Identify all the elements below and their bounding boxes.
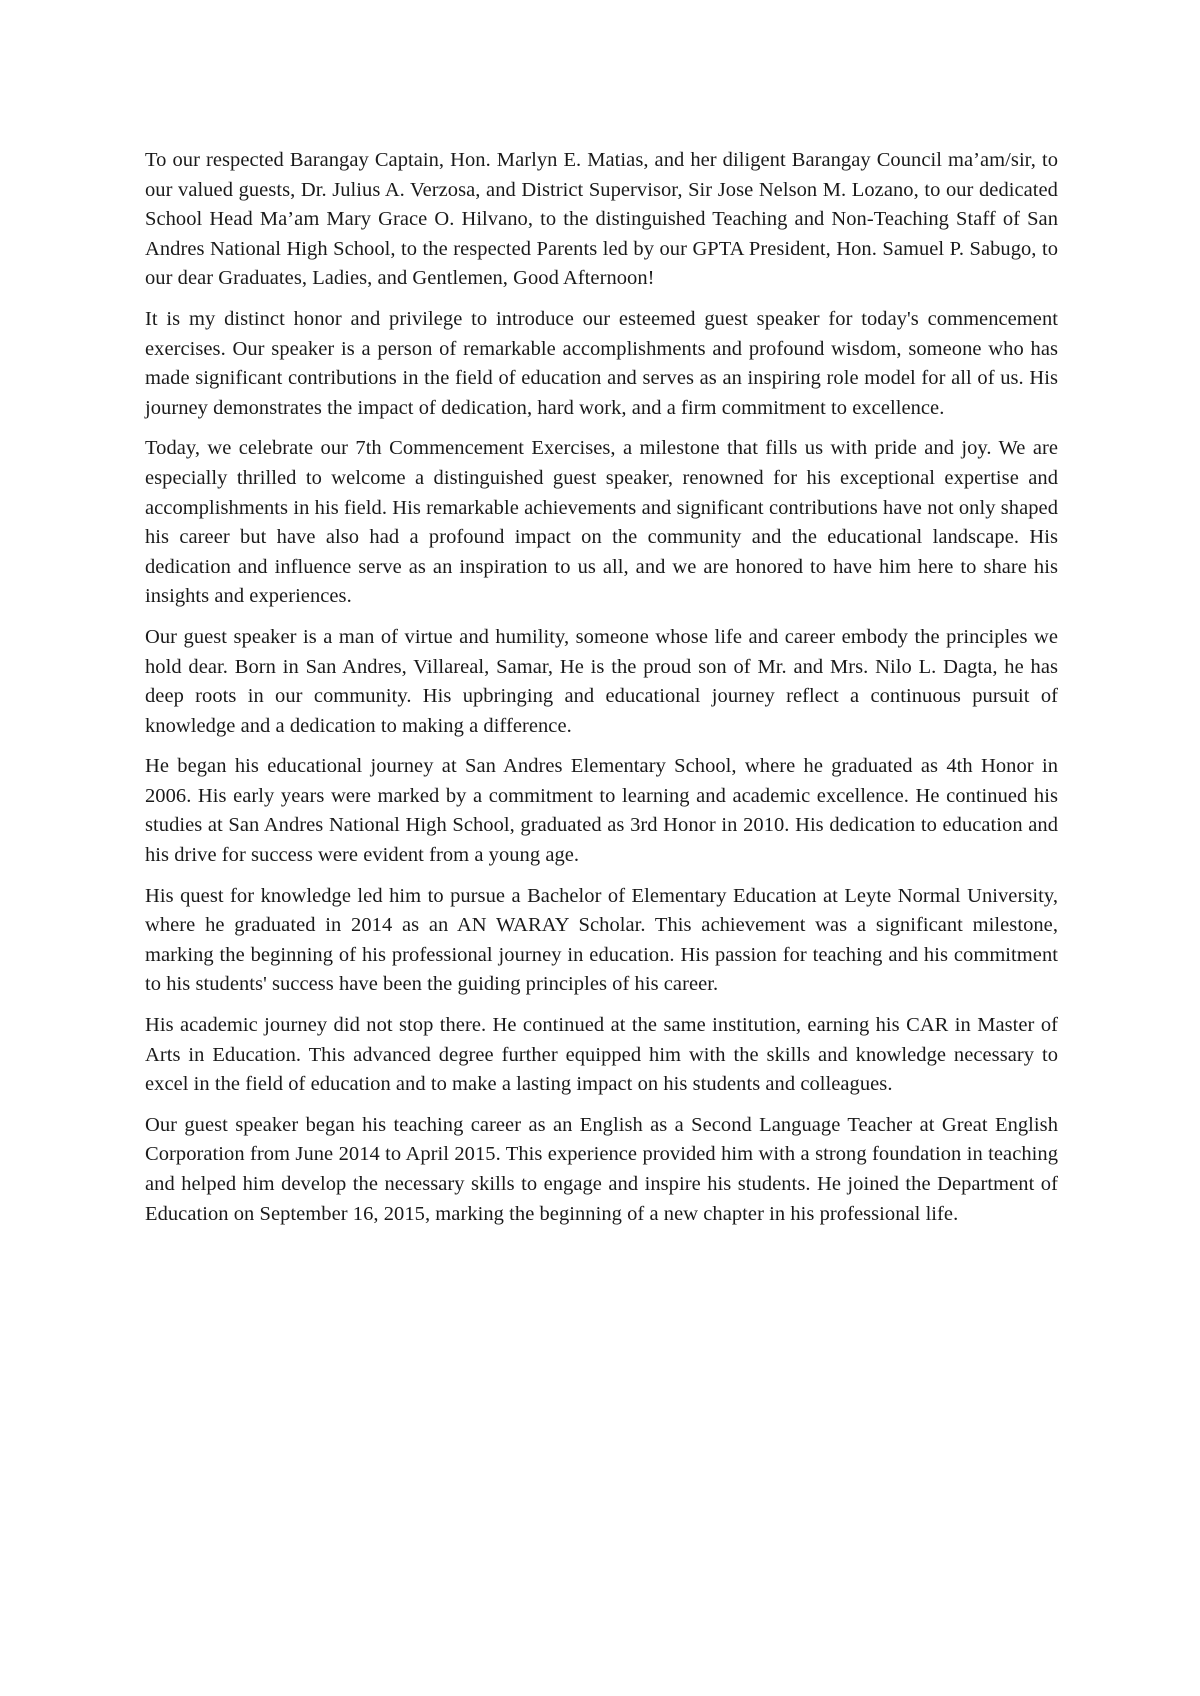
paragraph-salutation: To our respected Barangay Captain, Hon. Marlyn E. Matias, and her diligent Barangay Council ma’am/sir, to our valued guests, Dr. Julius A. Verzosa, and District Supervisor, Sir Jose Nelson M. Lozano, to our dedicated School Head Ma’am Mary Grace O. Hilvano, to the distinguished Teaching and Non-Teaching Staff of San Andres National High School, to the respected Parents led by our GPTA President, Hon. Samuel P. Sabugo, to our dear Graduates, Ladies, and Gentlemen, Good Afternoon! [145, 149, 1058, 290]
document-body [145, 146, 1058, 1240]
paragraph-college: His quest for knowledge led him to pursue a Bachelor of Elementary Education at Leyte Normal University, where he graduated in 2014 as an AN WARAY Scholar. This achievement was a significant milestone, marking the beginning of his professional journey in education. His passion for teaching and his commitment to his students' success have been the guiding principles of his career. [145, 884, 1058, 996]
paragraph-career: Our guest speaker began his teaching career as an English as a Second Language Teacher at Great English Corporation from June 2014 to April 2015. This experience provided him with a strong foundation in teaching and helped him develop the necessary skills to engage and inspire his students. He joined the Department of Education on September 16, 2015, marking the beginning of a new chapter in his professional life. [145, 1113, 1058, 1225]
paragraph-introduction: It is my distinct honor and privilege to introduce our esteemed guest speaker for today's commencement exercises. Our speaker is a person of remarkable accomplishments and profound wisdom, someone who has made significant contributions in the field of education and serves as an inspiring role model for all of us. His journey demonstrates the impact of dedication, hard work, and a firm commitment to excellence. [145, 307, 1058, 419]
paragraph-graduate-studies: His academic journey did not stop there. He continued at the same institution, earning his CAR in Master of Arts in Education. This advanced degree further equipped him with the skills and knowledge necessary to excel in the field of education and to make a lasting impact on his students and colleagues. [145, 1014, 1058, 1096]
paragraph-celebration: Today, we celebrate our 7th Commencement Exercises, a milestone that fills us with pride and joy. We are especially thrilled to welcome a distinguished guest speaker, renowned for his exceptional expertise and accomplishments in his field. His remarkable achievements and significant contributions have not only shaped his career but have also had a profound impact on the community and the educational landscape. His dedication and influence serve as an inspiration to us all, and we are honored to have him here to share his insights and experiences. [145, 437, 1058, 608]
paragraph-early-education: He began his educational journey at San Andres Elementary School, where he graduated as 4th Honor in 2006. His early years were marked by a commitment to learning and academic excellence. He continued his studies at San Andres National High School, graduated as 3rd Honor in 2010. His dedication to education and his drive for success were evident from a young age. [145, 755, 1058, 867]
paragraph-background: Our guest speaker is a man of virtue and humility, someone whose life and career embody the principles we hold dear. Born in San Andres, Villareal, Samar, He is the proud son of Mr. and Mrs. Nilo L. Dagta, he has deep roots in our community. His upbringing and educational journey reflect a continuous pursuit of knowledge and a dedication to making a difference. [145, 625, 1058, 737]
